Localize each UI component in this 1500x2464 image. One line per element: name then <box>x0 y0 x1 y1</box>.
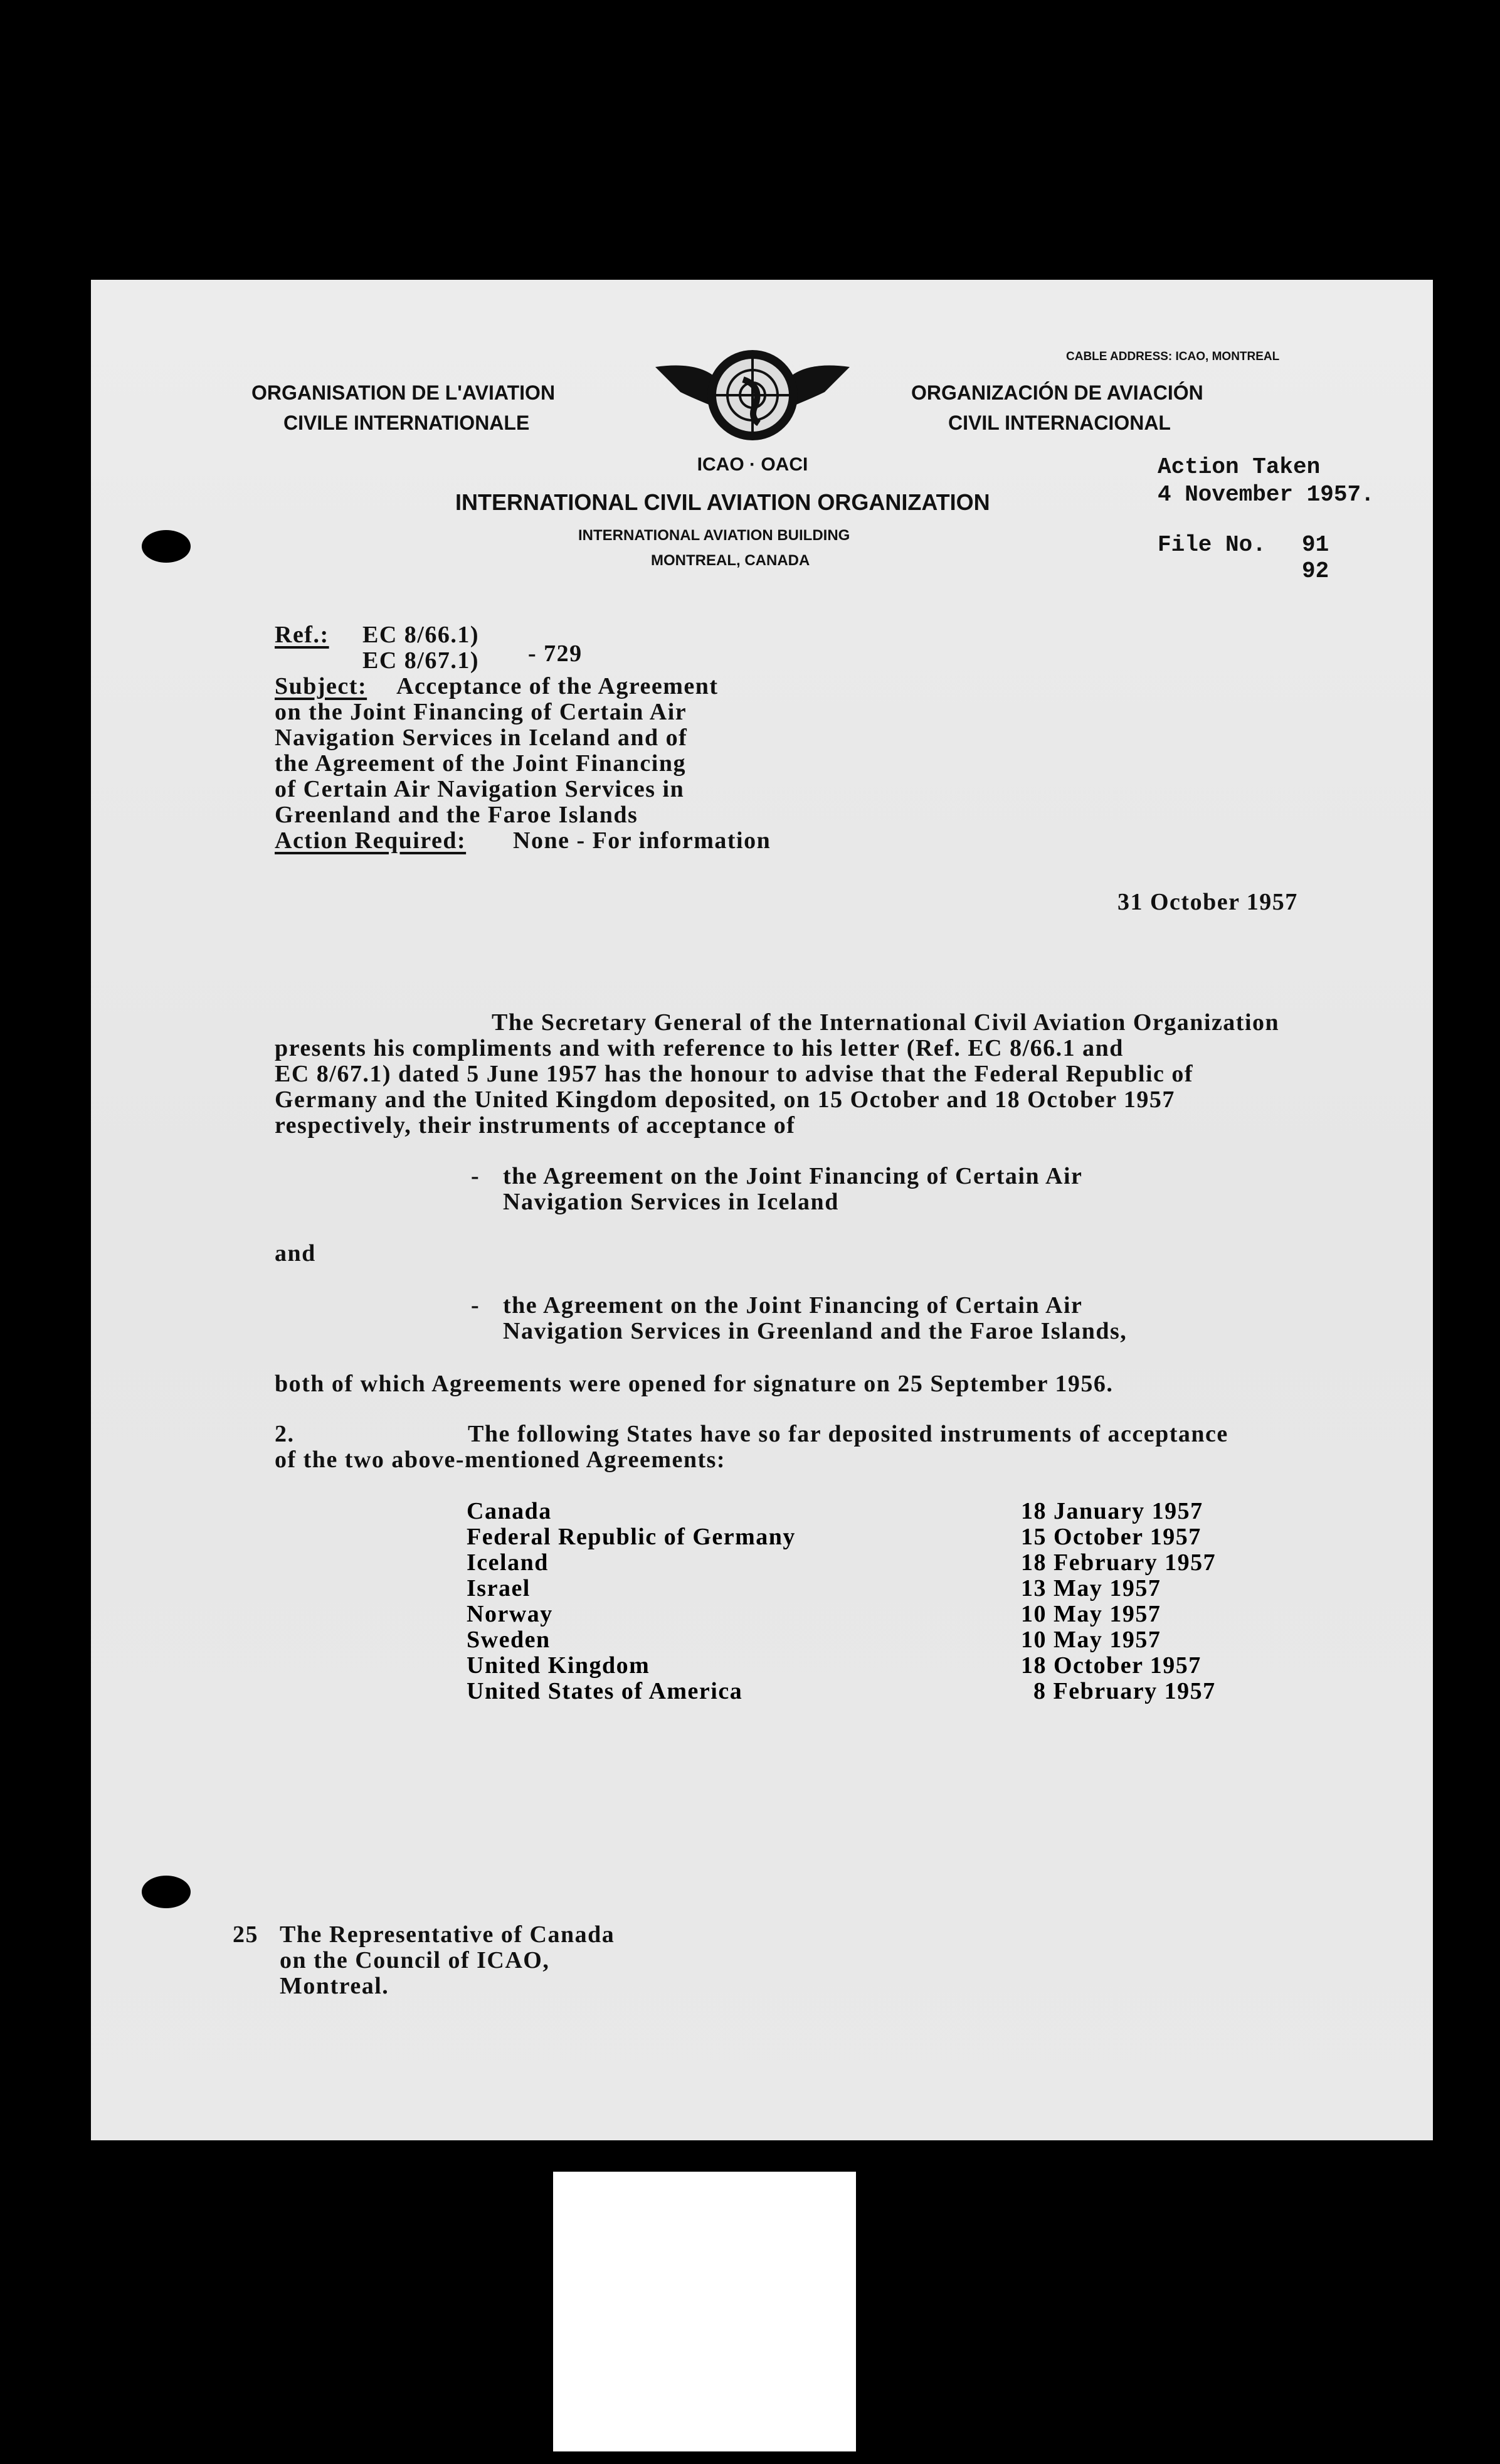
bullet1-line: the Agreement on the Joint Financing of Certain Air <box>503 1163 1083 1189</box>
body-line: Germany and the United Kingdom deposited, on 15 October and 18 October 1957 <box>275 1086 1175 1113</box>
para2-line: The following States have so far deposited instruments of acceptance <box>468 1421 1228 1447</box>
bullet1-line: Navigation Services in Iceland <box>503 1189 839 1215</box>
french-name-line2: CIVILE INTERNATIONALE <box>283 412 530 434</box>
bullet-marker: - <box>471 1292 480 1319</box>
subject-line: of Certain Air Navigation Services in <box>275 776 685 802</box>
subject-line: Greenland and the Faroe Islands <box>275 802 638 828</box>
state-name: Israel <box>467 1575 531 1601</box>
body-line: EC 8/67.1) dated 5 June 1957 has the honour to advise that the Federal Republic of <box>275 1061 1194 1087</box>
spanish-name-line2: CIVIL INTERNACIONAL <box>948 412 1171 434</box>
file-no-1: 91 <box>1302 532 1329 558</box>
letter-date: 31 October 1957 <box>1117 889 1298 915</box>
subject-label: Subject: <box>275 673 367 699</box>
punch-hole <box>142 1876 191 1908</box>
action-taken-date: 4 November 1957. <box>1158 482 1375 507</box>
french-name-line1: ORGANISATION DE L'AVIATION <box>251 381 556 404</box>
state-name: Canada <box>467 1498 552 1524</box>
city: MONTREAL, CANADA <box>651 552 810 569</box>
state-date: 18 February 1957 <box>1021 1549 1217 1576</box>
organization-name: INTERNATIONAL CIVIL AVIATION ORGANIZATION <box>455 489 990 515</box>
punch-hole <box>142 530 191 563</box>
subject-line: Acceptance of the Agreement <box>396 673 719 699</box>
body-line: presents his compliments and with reference to his letter (Ref. EC 8/66.1 and <box>275 1035 1124 1061</box>
closing-line: both of which Agreements were opened for signature on 25 September 1956. <box>275 1371 1114 1397</box>
state-name: Iceland <box>467 1549 549 1576</box>
action-taken-label: Action Taken <box>1158 454 1321 480</box>
file-no-label: File No. <box>1158 532 1266 558</box>
state-date: 18 October 1957 <box>1021 1652 1202 1679</box>
bullet-marker: - <box>471 1163 480 1189</box>
bullet2-line: Navigation Services in Greenland and the Faroe Islands, <box>503 1318 1128 1344</box>
action-required-value: None - For information <box>513 827 771 854</box>
state-date: 18 January 1957 <box>1021 1498 1203 1524</box>
file-no-2: 92 <box>1302 558 1329 584</box>
ref-label: Ref.: <box>275 622 329 648</box>
state-name: Sweden <box>467 1627 551 1653</box>
building-name: INTERNATIONAL AVIATION BUILDING <box>578 527 850 544</box>
bullet2-line: the Agreement on the Joint Financing of Certain Air <box>503 1292 1083 1319</box>
state-name: United States of America <box>467 1678 743 1704</box>
ref-2: EC 8/67.1) <box>362 647 479 674</box>
para2-line: of the two above-mentioned Agreements: <box>275 1447 726 1473</box>
subject-line: Navigation Services in Iceland and of <box>275 725 688 751</box>
ref-1: EC 8/66.1) <box>362 622 479 648</box>
para2-number: 2. <box>275 1421 295 1447</box>
state-name: Norway <box>467 1601 553 1627</box>
addressee-line: Montreal. <box>280 1973 389 1999</box>
action-required-label: Action Required: <box>275 827 467 854</box>
ref-suffix: - 729 <box>528 640 583 667</box>
spanish-name-line1: ORGANIZACIÓN DE AVIACIÓN <box>911 381 1203 404</box>
addressee-line: The Representative of Canada <box>280 1921 615 1948</box>
state-date: 13 May 1957 <box>1021 1575 1161 1601</box>
state-name: Federal Republic of Germany <box>467 1524 796 1550</box>
cable-address: CABLE ADDRESS: ICAO, MONTREAL <box>1066 350 1280 363</box>
and-text: and <box>275 1240 316 1267</box>
addressee-number: 25 <box>233 1921 258 1948</box>
state-date: 10 May 1957 <box>1021 1601 1161 1627</box>
state-date: 8 February 1957 <box>1033 1678 1216 1704</box>
addressee-line: on the Council of ICAO, <box>280 1947 550 1973</box>
state-date: 15 October 1957 <box>1021 1524 1202 1550</box>
icao-logo-icon <box>655 342 850 480</box>
subject-line: on the Joint Financing of Certain Air <box>275 699 687 725</box>
body-line: The Secretary General of the International Civil Aviation Organization <box>492 1009 1280 1036</box>
state-date: 10 May 1957 <box>1021 1627 1161 1653</box>
body-line: respectively, their instruments of acceptance of <box>275 1112 796 1139</box>
blank-label-area <box>553 2172 856 2451</box>
subject-line: the Agreement of the Joint Financing <box>275 750 686 777</box>
svg-text:ICAO · OACI: ICAO · OACI <box>697 454 808 475</box>
state-name: United Kingdom <box>467 1652 650 1679</box>
